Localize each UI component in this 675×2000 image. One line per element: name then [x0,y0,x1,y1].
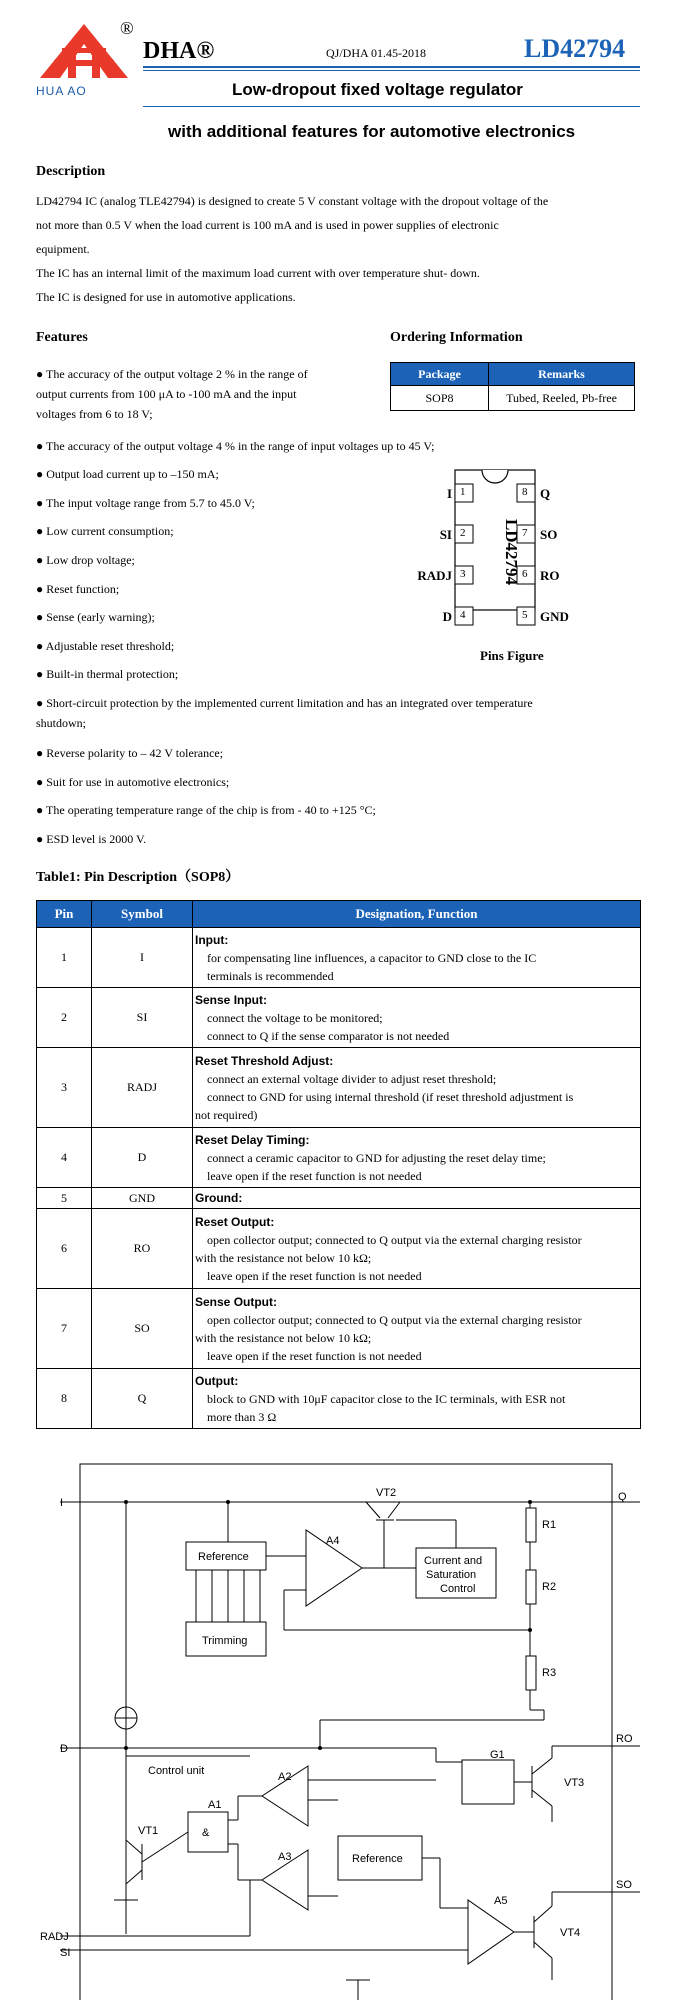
feature-item: ● ESD level is 2000 V. [36,832,147,846]
pin-name: D [442,609,452,624]
r2-label: R2 [542,1581,557,1593]
feature-item: ● Short-circuit protection by the implemented current limitation and has an integrated over temperature shutdown; [36,696,533,730]
pin-table-title: Table1: Pin Description（SOP8） [36,870,240,885]
pin-name: Q [540,486,551,501]
csc-label-2: Saturation [426,1569,477,1581]
pin-description-table [36,900,641,1429]
control-unit-label: Control unit [148,1765,205,1777]
description-line: The IC has an internal limit of the maximum load current with over temperature shut- down. [36,266,480,280]
description-line: equipment. [36,242,90,256]
table-row: 6 RO Reset Output: open collector output; connected to Q output via the external charging resistor with the resistance not below 10 kΩ; leave open if the reset function is not needed [37,1209,641,1289]
reference-label: Reference [198,1551,249,1563]
reference2-label: Reference [352,1853,403,1865]
chip-label: LD42794 [502,518,521,586]
feature-item: ● Sense (early warning); [36,610,155,624]
feature-item: ● The operating temperature range of the chip is from - 40 to +125 °C; [36,803,376,817]
table-row: 8 Q Output: block to GND with 10μF capacitor close to the IC terminals, with ESR not more than 3 Ω [37,1369,641,1429]
pin-number: 5 [522,609,528,621]
feature-item: ● Adjustable reset threshold; [36,639,175,653]
feature-item: ● Built-in thermal protection; [36,667,179,681]
logo-text: HUA AO [36,84,87,98]
description-heading: Description [36,164,106,179]
feature-item: ● Suit for use in automotive electronics; [36,775,230,789]
r1-label: R1 [542,1519,557,1531]
registered-mark: ® [120,18,134,38]
pin-name: RADJ [417,568,452,583]
and-gate-label: & [202,1827,210,1839]
feature-item: ● Reverse polarity to – 42 V tolerance; [36,746,224,760]
pin-number: 8 [522,486,528,498]
features-heading: Features [36,330,88,345]
table-row: 2 SI Sense Input: connect the voltage to be monitored; connect to Q if the sense comparator is not needed [37,988,641,1048]
a3-label: A3 [278,1851,292,1863]
ordering-table [390,362,635,411]
g1-label: G1 [490,1749,505,1761]
csc-label-1: Current and [424,1555,483,1567]
pin-number: 1 [460,486,466,498]
pin-name: GND [540,609,569,624]
pin-so-label: SO [616,1879,632,1891]
pin-name: SO [540,527,558,542]
symbol-column-header: Symbol [92,901,193,928]
standard-number: QJ/DHA 01.45-2018 [326,46,427,60]
pin-number: 7 [522,527,528,539]
pin-si-label: SI [60,1947,71,1959]
a1-label: A1 [208,1799,222,1811]
feature-item: ● The accuracy of the output voltage 2 % in the range of output currents from 100 μA to -100 mA and the input voltages from 6 to 18 V; [36,367,308,421]
package-value: SOP8 [391,386,489,411]
vt1-label: VT1 [138,1825,159,1837]
pin-column-header: Pin [37,901,92,928]
vt3-label: VT3 [564,1777,585,1789]
pin-d-label: D [60,1743,68,1755]
remarks-value: Tubed, Reeled, Pb-free [489,386,635,411]
title-rule [143,106,640,107]
pin-name: RO [540,568,560,583]
chip-label-wrap [496,512,526,592]
pin-number: 3 [460,568,466,580]
feature-item: ● Low current consumption; [36,524,174,538]
csc-label-3: Control [440,1583,476,1595]
pin-name: SI [439,527,452,542]
designation-column-header: Designation, Function [193,901,641,928]
pin-ro-label: RO [616,1733,633,1745]
table-row: 3 RADJ Reset Threshold Adjust: connect an external voltage divider to adjust reset threshold; connect to GND for using internal threshold (if reset threshold adjustment is not required) [37,1048,641,1128]
pin-radj-label: RADJ [40,1931,69,1943]
description-line: not more than 0.5 V when the load current is 100 mA and is used in power supplies of electronic [36,218,499,232]
a2-label: A2 [278,1771,292,1783]
r3-label: R3 [542,1667,557,1679]
a4-label: A4 [326,1535,340,1547]
pin-i-label: I [60,1497,64,1509]
a5-label: A5 [494,1895,508,1907]
feature-item: ● The input voltage range from 5.7 to 45.0 V; [36,496,255,510]
table-row: 1 I Input: for compensating line influences, a capacitor to GND close to the IC terminals is recommended [37,928,641,988]
feature-item: ● Low drop voltage; [36,553,135,567]
header-rule-thin [143,70,640,71]
pin-name: I [446,486,452,501]
block-diagram [0,1460,675,2000]
description-line: LD42794 IC (analog TLE42794) is designed to create 5 V constant voltage with the dropout voltage of the [36,194,549,208]
pins-figure-caption: Pins Figure [480,648,544,663]
vt2-label: VT2 [376,1487,397,1499]
remarks-header: Remarks [489,363,635,386]
brand-name: DHA® [143,38,215,64]
description-line: The IC is designed for use in automotive applications. [36,290,296,304]
part-number: LD42794 [524,34,626,63]
trimming-label: Trimming [202,1635,248,1647]
pin-number: 4 [460,609,466,621]
title-line-2: with additional features for automotive electronics [168,122,576,141]
header-rule [143,66,640,68]
pin-number: 2 [460,527,466,539]
pin-q-label: Q [618,1491,627,1503]
table-row: 4 D Reset Delay Timing: connect a ceramic capacitor to GND for adjusting the reset delay time; leave open if the reset function is not needed [37,1128,641,1188]
feature-item: ● Reset function; [36,582,120,596]
ordering-heading: Ordering Information [390,330,523,345]
feature-item: ● Output load current up to –150 mA; [36,467,219,481]
package-header: Package [391,363,489,386]
vt4-label: VT4 [560,1927,581,1939]
feature-item: ● The accuracy of the output voltage 4 % in the range of input voltages up to 45 V; [36,439,435,453]
title-line-1: Low-dropout fixed voltage regulator [232,80,523,99]
table-row: 5 GND Ground: [37,1188,641,1209]
pin-number: 6 [522,568,528,580]
table-row: 7 SO Sense Output: open collector output; connected to Q output via the external charging resistor with the resistance not below 10 kΩ; leave open if the reset function is not needed [37,1289,641,1369]
